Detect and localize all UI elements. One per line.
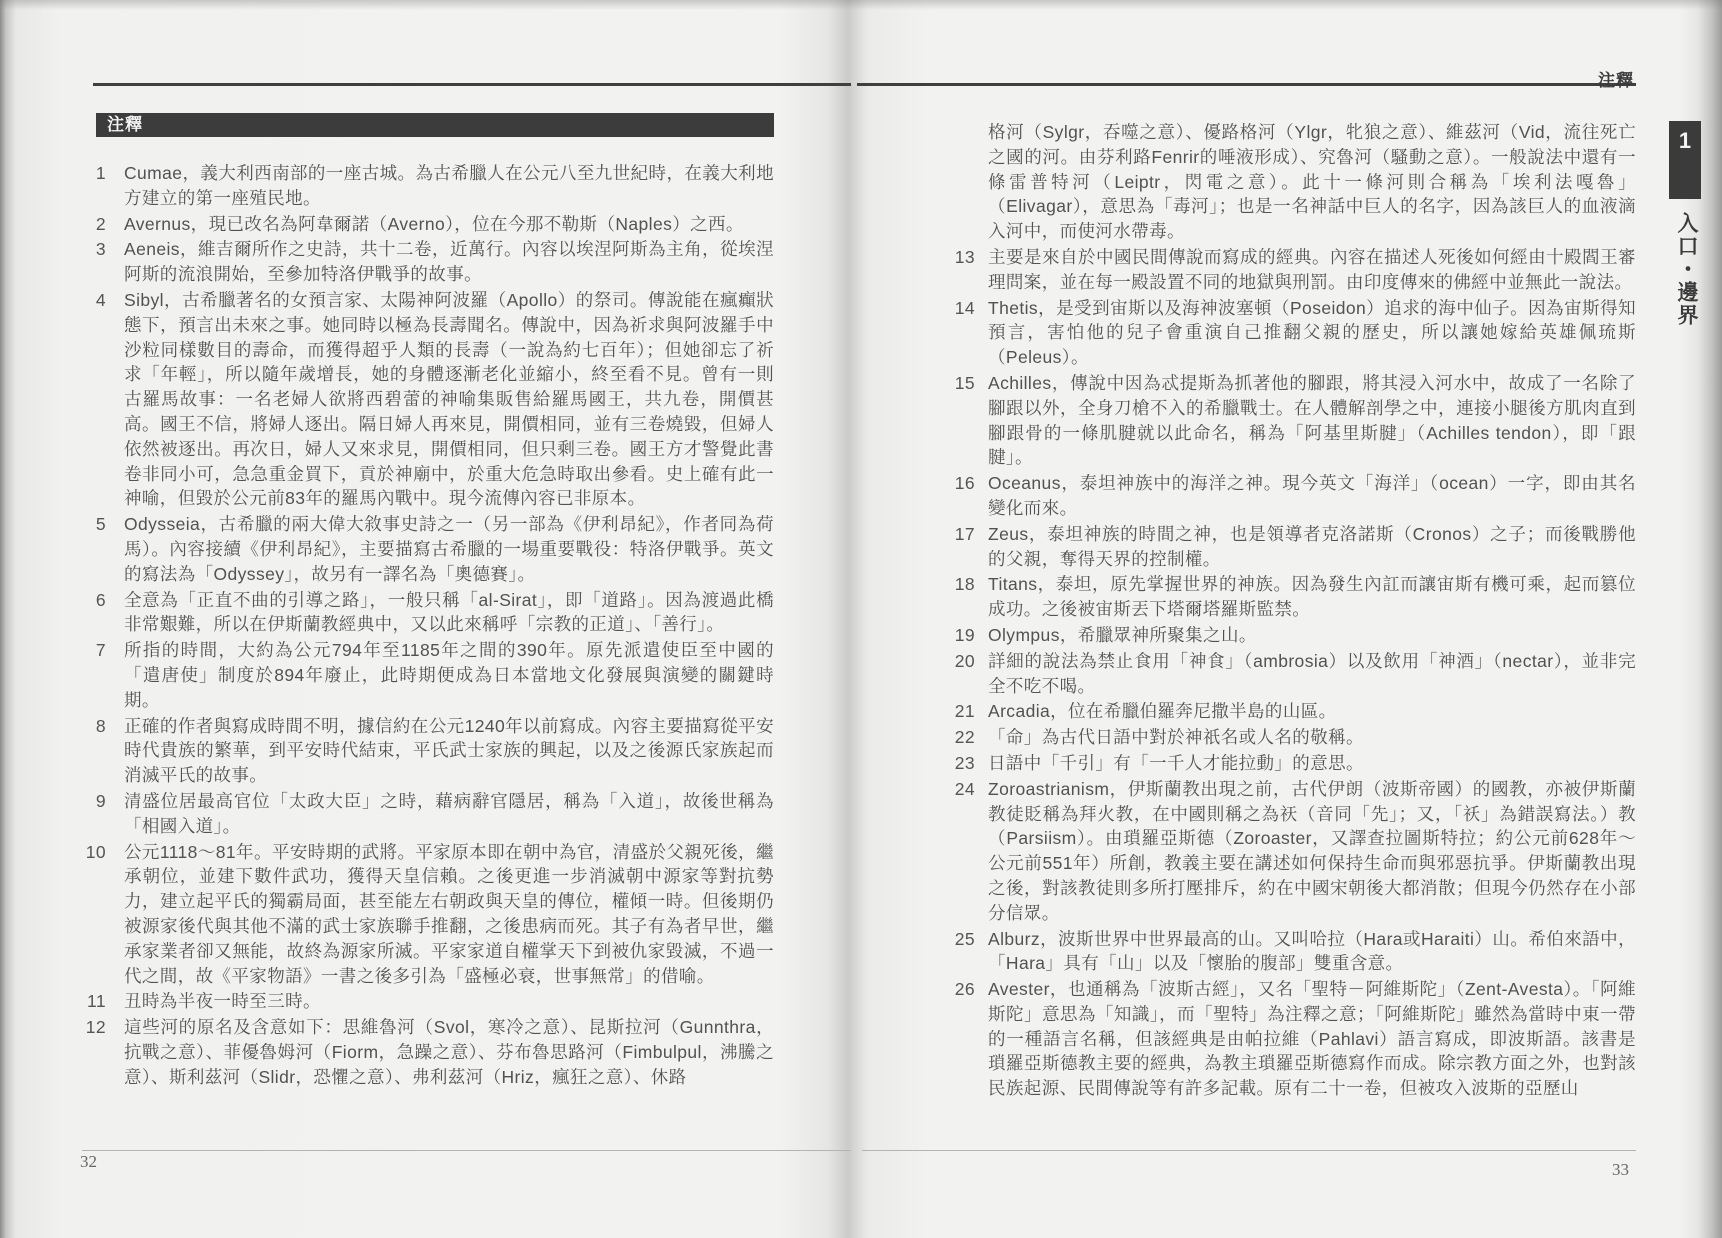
note-item — [80, 212, 774, 237]
note-item — [945, 977, 1636, 1101]
note-text: 全意為「正直不曲的引導之路」，一般只稱「al-Sirat」，即「道路」。因為渡過此橋非常艱難，所以在伊斯蘭教經典中，又以此來稱呼「宗教的正道」、「善行」。 — [124, 589, 774, 635]
notes-list — [945, 120, 1636, 1140]
note-item — [945, 522, 1636, 572]
note-number: 24 — [954, 778, 975, 799]
note-item — [945, 725, 1636, 750]
note-item — [80, 840, 774, 989]
note-item — [945, 777, 1636, 926]
note-number: 22 — [954, 727, 975, 748]
section-title-bar — [96, 113, 774, 137]
note-text: Sibyl，古希臘著名的女預言家、太陽神阿波羅（Apollo）的祭司。傳說能在瘋癲狀態下，預言出未來之事。她同時以極為長壽聞名。傳說中，因為祈求與阿波羅手中沙粒同樣數目的壽命，而獲得超乎人類的長壽（一說為約七百年）；但她卻忘了祈求「年輕」，所以隨年歲增長，她的身體逐漸老化並縮小，終至看不見。曾有一則古羅馬故事：一名老婦人欲將西碧蕾的神喻集販售給羅馬國王，共九卷，開價甚高。國王不信，將婦人逐出。隔日婦人再來見，開價相同，並有三卷燒毀，但婦人依然被逐出。再次日，婦人又來求見，開價相同，但只剩三卷。國王方才警覺此書卷非同小可，急急重金買下，貢於神廟中，於重大危急時取出參看。史上確有此一神喻，但毀於公元前83年的羅馬內戰中。現今流傳內容已非原本。 — [124, 289, 774, 509]
note-text: 這些河的原名及含意如下：思維魯河（Svol，寒冷之意）、昆斯拉河（Gunnthra，抗戰之意）、菲優魯姆河（Fiorm，急躁之意）、芬布魯思路河（Fimbulpul，沸騰之意）、斯利茲河（Slidr，恐懼之意）、弗利茲河（Hriz，瘋狂之意）、休路 — [124, 1017, 774, 1087]
note-item — [945, 699, 1636, 724]
note-text: Avernus，現已改名為阿韋爾諾（Averno），位在今那不勒斯（Naples）之西。 — [124, 213, 744, 234]
note-text: 正確的作者與寫成時間不明，據信約在公元1240年以前寫成。內容主要描寫從平安時代貴族的繁華，到平安時代結束，平氏武士家族的興起，以及之後源氏家族起而消滅平氏的故事。 — [124, 715, 774, 786]
note-text: 清盛位居最高官位「太政大臣」之時，藉病辭官隱居，稱為「入道」，故後世稱為「相國入道」。 — [124, 790, 774, 836]
note-item — [80, 789, 774, 839]
section-title: 注釋 — [107, 115, 143, 134]
note-continuation: 格河（Sylgr，吞噬之意）、優路格河（Ylgr，牝狼之意）、維茲河（Vid，流往死亡之國的河。由芬利路Fenrir的唾液形成）、究魯河（騷動之意）。一般說法中還有一條雷普特河（Leiptr，閃電之意）。此十一條河則合稱為「埃利法嘎魯」（Elivagar），意思為「毒河」；也是一名神話中巨人的名字，因為該巨人的血液滴入河中，而使河水帶毒。 — [988, 122, 1636, 242]
note-text: Cumae，義大利西南部的一座古城。為古希臘人在公元八至九世紀時，在義大利地方建立的第一座殖民地。 — [124, 163, 774, 208]
note-text: Olympus，希臘眾神所聚集之山。 — [988, 624, 1257, 645]
note-number: 16 — [954, 473, 975, 494]
chapter-tab — [1669, 121, 1701, 199]
page-number: 32 — [80, 1152, 97, 1171]
note-text: Zeus，泰坦神族的時間之神，也是領導者克洛諾斯（Cronos）之子；而後戰勝他的父親，奪得天界的控制權。 — [988, 523, 1636, 569]
note-item — [80, 1015, 774, 1089]
note-text: 詳細的說法為禁止食用「神食」（ambrosia）以及飲用「神酒」（nectar），並非完全不吃不喝。 — [988, 650, 1636, 696]
note-text: Avester，也通稱為「波斯古經」，又名「聖特－阿維斯陀」（Zent-Avesta）。「阿維斯陀」意思為「知識」，而「聖特」為注釋之意；「阿維斯陀」雖然為當時中東一帶的一種語言名稱，但該經典是由帕拉維（Pahlavi）語言寫成，即波斯語。該書是瑣羅亞斯德教主要的經典，為教主瑣羅亞斯德寫作而成。除宗教方面之外，也對該民族起源、民間傳說等有許多記載。原有二十一卷，但被攻入波斯的亞歷山 — [988, 979, 1636, 1099]
note-number: 8 — [95, 715, 106, 736]
note-item — [80, 989, 774, 1014]
left-page — [0, 0, 851, 1238]
note-text: 所指的時間，大約為公元794年至1185年之間的390年。原先派遣使臣至中國的「遣唐使」制度於894年廢止，此時期便成為日本當地文化發展與演變的關鍵時期。 — [124, 640, 774, 710]
note-number: 20 — [954, 650, 975, 671]
chapter-title: 入口・邊界 — [1675, 212, 1698, 327]
note-number: 4 — [95, 289, 106, 310]
note-text: Zoroastrianism，伊斯蘭教出現之前，古代伊朗（波斯帝國）的國教，亦被伊斯蘭教徒貶稱為拜火教，在中國則稱之為祆（音同「先」；又，「祅」為錯誤寫法。）教（Parsiism）。由瑣羅亞斯德（Zoroaster，又譯查拉圖斯特拉；約公元前628年～公元前551年）所創，教義主要在講述如何保持生命而與邪惡抗爭。伊斯蘭教出現之後，對該教徒則多所打壓排斥，約在中國宋朝後大都消散；但現今仍然存在小部分信眾。 — [988, 778, 1636, 923]
note-number: 12 — [85, 1017, 106, 1038]
note-number: 7 — [95, 640, 106, 661]
running-header: 注釋 — [1598, 71, 1634, 90]
note-item — [945, 371, 1636, 470]
note-number: 25 — [954, 928, 975, 949]
page-number: 33 — [1612, 1160, 1629, 1179]
note-text: Alburz，波斯世界中世界最高的山。又叫哈拉（Hara或Haraiti）山。希伯來語中，「Hara」具有「山」以及「懷胎的腹部」雙重含意。 — [988, 928, 1636, 974]
note-item — [80, 714, 774, 788]
note-item — [945, 751, 1636, 776]
note-number: 5 — [95, 514, 106, 535]
note-item — [945, 623, 1636, 648]
note-text: Thetis，是受到宙斯以及海神波塞頓（Poseidon）追求的海中仙子。因為宙斯得知預言，害怕他的兒子會重演自己推翻父親的歷史，所以讓她嫁給英雄佩琉斯（Peleus）。 — [988, 297, 1636, 368]
note-number: 1 — [95, 163, 106, 183]
note-text: Odysseia，古希臘的兩大偉大敘事史詩之一（另一部為《伊利昂紀》，作者同為荷馬）。內容接續《伊利昂紀》，主要描寫古希臘的一場重要戰役：特洛伊戰爭。英文的寫法為「Odyssey」，故另有一譯名為「奧德賽」。 — [124, 514, 774, 584]
bottom-rule — [862, 1150, 1636, 1151]
note-item — [80, 161, 774, 211]
note-text: 「命」為古代日語中對於神祇名或人名的敬稱。 — [988, 727, 1364, 748]
note-number: 6 — [95, 589, 106, 610]
note-item — [945, 649, 1636, 699]
note-text: 日語中「千引」有「一千人才能拉動」的意思。 — [988, 752, 1364, 773]
top-rule — [93, 83, 851, 86]
note-item — [80, 512, 774, 586]
note-text: Oceanus，泰坦神族中的海洋之神。現今英文「海洋」（ocean）一字，即由其名變化而來。 — [988, 473, 1636, 518]
note-number: 21 — [954, 701, 975, 722]
note-text: 主要是來自於中國民間傳說而寫成的經典。內容在描述人死後如何經由十殿閻王審理問案，並在每一殿設置不同的地獄與刑罰。由印度傳來的佛經中並無此一說法。 — [988, 246, 1636, 292]
note-item — [80, 237, 774, 287]
notes-list — [80, 161, 774, 1139]
note-item — [945, 296, 1636, 370]
note-number: 23 — [954, 752, 975, 773]
note-text: Arcadia，位在希臘伯羅奔尼撒半島的山區。 — [988, 701, 1337, 722]
note-text: Achilles，傳說中因為忒提斯為抓著他的腳跟，將其浸入河水中，故成了一名除了腳跟以外，全身刀槍不入的希臘戰士。在人體解剖學之中，連接小腿後方肌肉直到腳跟骨的一條肌腱就以此命名，稱為「阿基里斯腱」（Achilles tendon），即「跟腱」。 — [988, 372, 1636, 468]
note-number: 14 — [954, 297, 975, 318]
note-text: Aeneis，維吉爾所作之史詩，共十二卷，近萬行。內容以埃涅阿斯為主角，從埃涅阿斯的流浪開始，至參加特洛伊戰爭的故事。 — [124, 239, 774, 285]
right-page — [851, 0, 1722, 1238]
note-item — [945, 245, 1636, 295]
top-rule — [857, 83, 1636, 86]
note-text: Titans，泰坦，原先掌握世界的神族。因為發生內訌而讓宙斯有機可乘，起而篡位成功。之後被宙斯丟下塔爾塔羅斯監禁。 — [988, 574, 1636, 620]
note-text: 公元1118～81年。平安時期的武將。平家原本即在朝中為官，清盛於父親死後，繼承朝位，並建下數件武功，獲得天皇信賴。之後更進一步消滅朝中源家等對抗勢力，建立起平氏的獨霸局面，甚至能左右朝政與天皇的傳位，權傾一時。但後期仍被源家後代與其他不滿的武士家族聯手推翻，之後患病而死。其子有為者早世，繼承家業者卻又無能，故終為源家所滅。平家家道自權掌天下到被仇家毀滅，不過一代之間，故《平家物語》一書之後多引為「盛極必衰，世事無常」的借喻。 — [124, 841, 774, 986]
note-number: 18 — [954, 574, 975, 595]
note-item — [945, 471, 1636, 521]
note-number: 2 — [95, 213, 106, 234]
note-number: 17 — [954, 523, 975, 544]
note-item — [80, 288, 774, 511]
note-item — [945, 927, 1636, 977]
note-number: 11 — [87, 991, 106, 1012]
note-item — [80, 588, 774, 638]
note-number: 26 — [954, 979, 975, 1000]
note-item — [945, 572, 1636, 622]
bottom-rule — [82, 1150, 851, 1151]
note-item — [80, 638, 774, 712]
note-number: 13 — [954, 246, 975, 267]
note-number: 10 — [85, 841, 106, 862]
note-number: 9 — [95, 790, 106, 811]
chapter-number: 1 — [1678, 128, 1692, 153]
note-number: 15 — [954, 372, 975, 393]
note-number: 19 — [954, 624, 975, 645]
note-number: 3 — [95, 239, 106, 260]
note-text: 丑時為半夜一時至三時。 — [124, 991, 321, 1012]
